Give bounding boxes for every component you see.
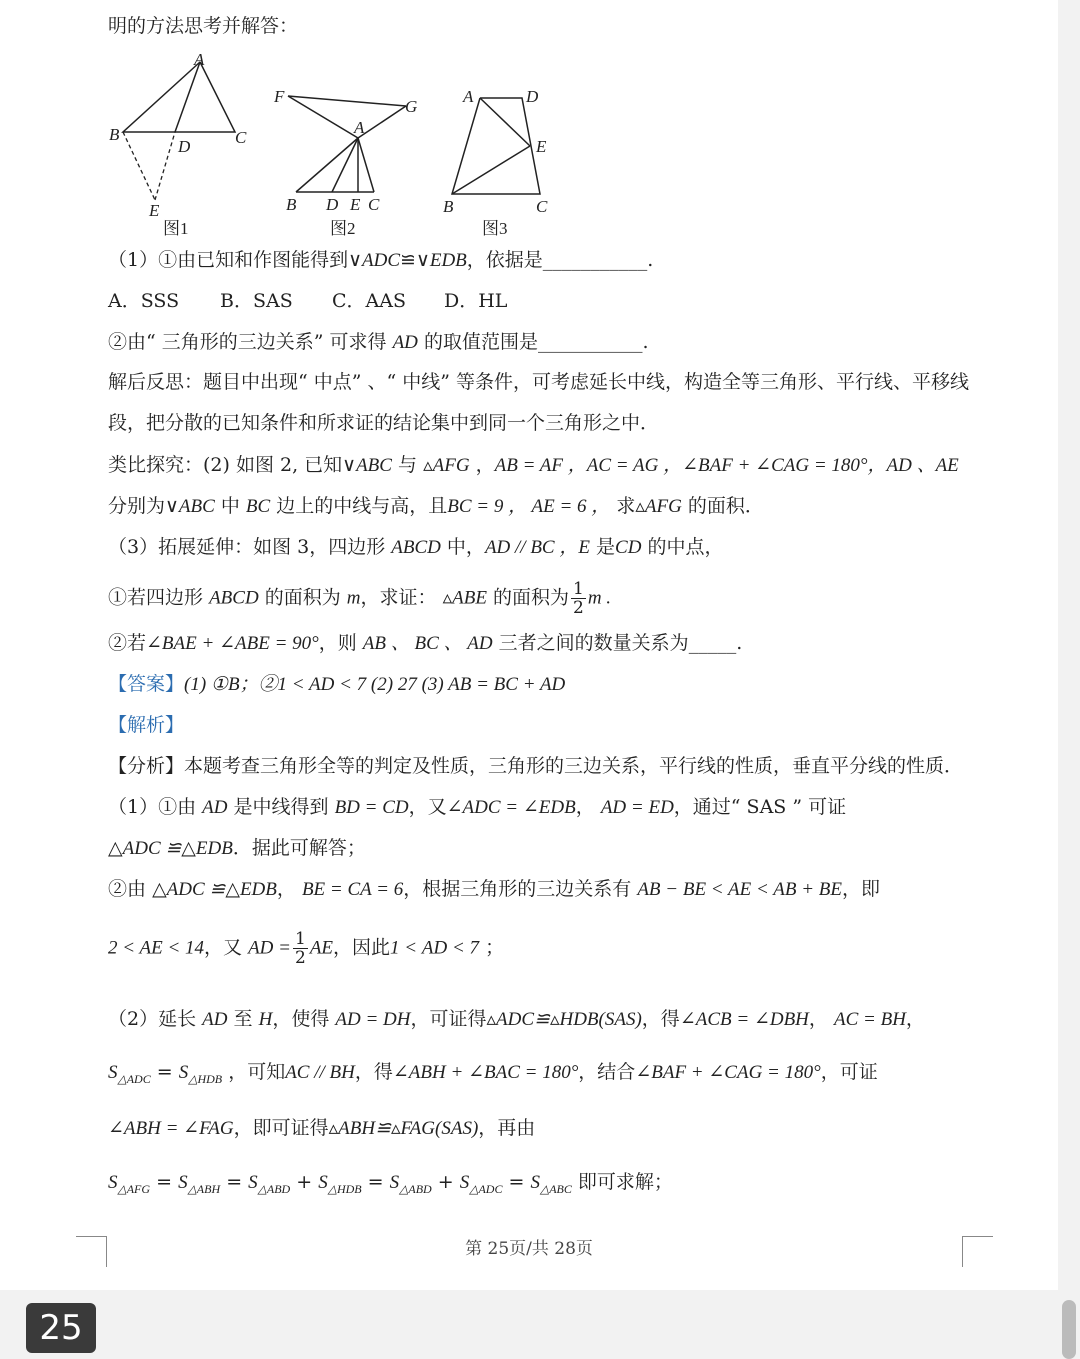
text: 的中点， — [647, 536, 724, 558]
math: ∨ABC — [165, 496, 215, 517]
question-3-2-line — [108, 629, 742, 658]
question-2-line-2 — [108, 492, 764, 521]
solution-1-3-line — [108, 930, 504, 967]
subscript: △AFG — [117, 1182, 151, 1196]
fig2-label-e: E — [350, 195, 361, 214]
fig2-label-c: C — [368, 195, 380, 214]
text: ，得 — [641, 1008, 680, 1030]
fig3-label-e: E — [536, 137, 547, 156]
text: ，依据是 — [466, 249, 543, 271]
analysis-tag: 【解析】 — [108, 714, 185, 736]
math: △ADC ≌△EDB — [152, 879, 277, 900]
denominator: 2 — [573, 598, 584, 618]
question-1-line — [108, 246, 653, 275]
answer-tag: 【答案】 — [108, 673, 185, 695]
math: S — [178, 1172, 188, 1193]
option-a: A．SSS — [108, 290, 180, 312]
text: ，因此 — [333, 936, 391, 959]
math: ∠ABH + ∠BAC = 180° — [392, 1062, 579, 1083]
text: ，通过“ SAS ” 可证 — [673, 796, 847, 818]
text: （2）延长 — [108, 1008, 197, 1030]
math: ∠ACB = ∠DBH — [679, 1009, 809, 1030]
answer-line — [108, 670, 565, 699]
math: ∨ABC — [342, 455, 392, 476]
text: ，再由 — [478, 1117, 536, 1139]
text: 的面积为 — [264, 586, 341, 609]
fig3-label-d: D — [526, 87, 539, 106]
text: ，又 — [204, 936, 243, 959]
math: CD — [615, 537, 642, 558]
answer-blank: _____. — [688, 632, 743, 654]
fig3-caption: 图3 — [482, 219, 508, 238]
analysis-summary: 【分析】本题考查三角形全等的判定及性质，三角形的三边关系，平行线的性质，垂直平分线的性质． — [108, 755, 964, 777]
text: 分别为 — [108, 495, 166, 517]
math: AD = — [248, 937, 291, 959]
text: 至 — [233, 1008, 253, 1030]
question-1-2-line — [108, 328, 649, 357]
text: ②由 — [108, 878, 147, 900]
text: ， — [575, 796, 595, 818]
subscript: △ABD — [257, 1182, 291, 1196]
text: ，使得 — [272, 1008, 330, 1030]
math: S — [248, 1172, 258, 1193]
math: S — [178, 1062, 189, 1083]
math: m — [346, 587, 361, 609]
text: 是中线得到 — [233, 796, 329, 818]
subscript: △ABD — [399, 1182, 432, 1196]
math: ∠BAF + ∠CAG = 180° — [635, 1062, 821, 1083]
math: ∠ABH = ∠FAG — [108, 1118, 234, 1139]
text: 三者之间的数量关系为 — [498, 632, 689, 654]
math: AB = AF ，AC = AG ，∠BAF + ∠CAG = 180°，AD 、AE — [494, 455, 959, 476]
fig1-label-e: E — [149, 201, 160, 220]
text: ．据此可解答； — [232, 837, 366, 859]
fig3-label-c: C — [536, 197, 548, 216]
figure-3 — [438, 84, 568, 240]
text: ， — [808, 1008, 828, 1030]
math: S — [108, 1062, 118, 1083]
answer-body: (1) ①B；②1 < AD < 7 (2) 27 (3) AB = BC + AD — [184, 674, 566, 695]
figure-1 — [105, 48, 265, 240]
fraction-half — [571, 580, 586, 617]
text: ，即可证得 — [233, 1117, 329, 1139]
solution-2-line-4 — [108, 1168, 673, 1198]
text: 中 — [220, 495, 240, 517]
text: = — [367, 1171, 384, 1193]
fig2-label-f: F — [274, 87, 285, 106]
text: ，又 — [408, 796, 447, 818]
text: + — [437, 1171, 454, 1193]
math: 1 < AD < 7 — [390, 937, 480, 959]
scrollbar-thumb[interactable] — [1062, 1300, 1076, 1359]
text: = — [508, 1171, 525, 1193]
page-number-badge[interactable]: 25 — [26, 1303, 96, 1353]
math: △ADC ≌△EDB — [108, 838, 233, 859]
math: BE = CA = 6 — [301, 879, 404, 900]
solution-2-line-1 — [108, 1005, 925, 1034]
math: AC = BH — [833, 1009, 906, 1030]
text: = — [226, 1171, 243, 1193]
math: ▵AFG — [635, 496, 682, 517]
intro-line: 明的方法思考并解答： — [108, 15, 299, 37]
math: AD = ED — [600, 797, 674, 818]
text: 即可求解； — [577, 1171, 673, 1193]
text: ，可证 — [820, 1061, 878, 1083]
math: AC // BH — [285, 1062, 355, 1083]
fig3-label-b: B — [443, 197, 454, 216]
solution-1-2-line — [108, 875, 880, 904]
crop-mark-right — [962, 1236, 993, 1267]
text: ②由“ 三角形的三边关系” 可求得 — [108, 331, 387, 353]
math: H — [258, 1009, 273, 1030]
text: ②若 — [108, 632, 147, 654]
fig2-label-g: G — [405, 97, 418, 116]
fig1-caption: 图1 — [163, 219, 189, 238]
text: ，可知 — [228, 1061, 286, 1083]
subscript: △ABC — [539, 1182, 572, 1196]
math: S — [108, 1172, 118, 1193]
text: ，可证得 — [410, 1008, 487, 1030]
math: ∨ADC — [348, 250, 401, 271]
text: ，求证： — [360, 586, 437, 609]
fig1-label-b: B — [109, 125, 120, 144]
option-c: C．AAS — [332, 290, 406, 312]
math: 2 < AE < 14 — [108, 937, 205, 959]
text: 是 — [596, 536, 616, 558]
subscript: △ADC — [469, 1182, 503, 1196]
text: （3）拓展延伸：如图 3，四边形 — [108, 536, 386, 558]
math: AE — [309, 937, 334, 959]
fig1-label-d: D — [178, 137, 191, 156]
math: ∨EDB — [415, 250, 467, 271]
math: ABCD — [391, 537, 441, 558]
math: AB − BE < AE < AB + BE — [637, 879, 842, 900]
numerator: 1 — [573, 579, 584, 599]
text: 的面积． — [687, 495, 764, 517]
option-b: B．SAS — [220, 290, 293, 312]
text: ≌ — [400, 249, 416, 271]
answer-blank: ___________. — [542, 249, 654, 271]
math: S — [459, 1172, 470, 1193]
math: ▵ADC≌▵HDB(SAS) — [486, 1009, 642, 1030]
text: ， — [905, 1008, 925, 1030]
text: ，得 — [354, 1061, 393, 1083]
text: ； — [485, 936, 505, 959]
math: BC = 9 ， AE = 6 ， — [447, 496, 611, 517]
math: AD // BC ，E — [484, 537, 590, 558]
math: BD = CD — [334, 797, 409, 818]
math: ▵AFG — [423, 455, 470, 476]
fig2-label-d: D — [326, 195, 339, 214]
math: AD — [202, 797, 228, 818]
denominator: 2 — [294, 948, 306, 968]
fig1-label-c: C — [235, 128, 247, 147]
subscript: △HDB — [327, 1182, 362, 1196]
question-3-line — [108, 533, 724, 562]
math: AD — [392, 332, 418, 353]
text: ①若四边形 — [108, 586, 204, 609]
math: BC — [245, 496, 271, 517]
text: 的取值范围是 — [423, 331, 538, 353]
fig2-label-a: A — [354, 118, 365, 137]
math: ABCD — [209, 587, 259, 609]
fig3-label-a: A — [463, 87, 474, 106]
solution-1-line-2 — [108, 834, 366, 863]
solution-2-line-3 — [108, 1114, 535, 1143]
question-3-1-line — [108, 580, 611, 617]
fig2-caption: 图2 — [330, 219, 356, 238]
fig1-label-a: A — [194, 50, 205, 69]
subscript: △ADC — [117, 1072, 151, 1086]
answer-blank: ___________. — [537, 331, 649, 353]
page-footer: 第 25页/共 28页 — [465, 1239, 593, 1259]
text: 的面积为 — [492, 586, 569, 609]
text: ，结合 — [578, 1061, 636, 1083]
text: + — [296, 1171, 313, 1193]
math: m . — [587, 587, 612, 609]
math: S — [389, 1172, 400, 1193]
text: （1）①由 — [108, 796, 197, 818]
subscript: △ABH — [187, 1182, 221, 1196]
text: ，则 — [318, 632, 357, 654]
math: S — [318, 1172, 328, 1193]
crop-mark-left — [76, 1236, 107, 1267]
text: 求 — [616, 495, 636, 517]
reflection-line-1: 解后反思：题目中出现“ 中点” 、“ 中线” 等条件，可考虑延长中线，构造全等三角形、平行线、平移线 — [108, 371, 970, 393]
question-2-line-1: 类比探究：(2) 如图 2, 已知∨ABC 与 ▵AFG ，AB = AF ，AC = AG ，∠BAF + ∠CAG = 180°，AD 、AE — [108, 454, 959, 476]
math: S — [530, 1172, 540, 1193]
figure-2 — [268, 80, 428, 240]
fraction-half — [293, 930, 308, 967]
text: 与 — [398, 454, 418, 476]
solution-2-line-2 — [108, 1058, 878, 1088]
math: AD — [202, 1009, 228, 1030]
math: ∠ADC = ∠EDB — [446, 797, 576, 818]
reflection-line-2: 段，把分散的已知条件和所求证的结论集中到同一个三角形之中． — [108, 412, 660, 434]
text: = — [156, 1171, 173, 1193]
option-d: D．HL — [444, 290, 508, 312]
text: ， — [276, 878, 296, 900]
text: （1）①由已知和作图能得到 — [108, 249, 349, 271]
math: ∠BAE + ∠ABE = 90° — [146, 633, 319, 654]
text: 类比探究：(2) 如图 2, 已知 — [108, 454, 343, 476]
numerator: 1 — [294, 929, 306, 949]
text: ，根据三角形的三边关系有 — [403, 878, 632, 900]
subscript: △HDB — [188, 1072, 223, 1086]
solution-1-line-1 — [108, 793, 846, 822]
math: ▵ABH≌▵FAG(SAS) — [328, 1118, 479, 1139]
math: AD = DH — [335, 1009, 411, 1030]
text: ，即 — [841, 878, 880, 900]
text: 中， — [446, 536, 485, 558]
text: = — [156, 1061, 173, 1083]
math: AB 、 BC 、 AD — [362, 633, 493, 654]
text: 边上的中线与高，且 — [276, 495, 448, 517]
math: ▵ABE — [442, 587, 487, 609]
fig2-label-b: B — [286, 195, 297, 214]
